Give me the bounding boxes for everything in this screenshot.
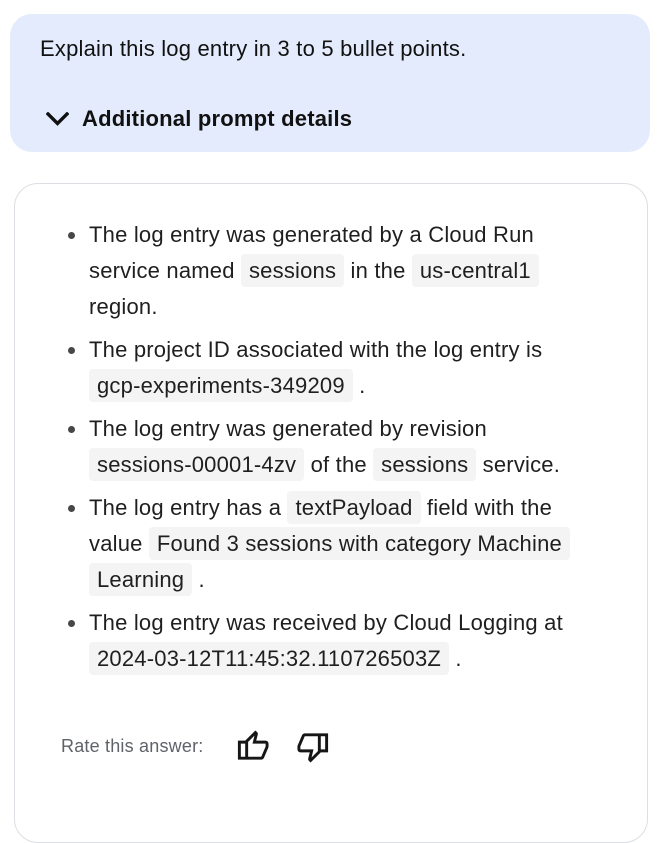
bullet-text: The log entry was generated by a Cloud Run service named <box>89 222 534 283</box>
code-chip: sessions <box>373 448 476 481</box>
answer-bullet <box>61 490 573 598</box>
answer-card <box>14 183 648 843</box>
rate-label: Rate this answer: <box>61 736 204 756</box>
answer-bullet <box>61 217 573 325</box>
thumb-down-button[interactable] <box>296 729 331 764</box>
bullet-text: in the <box>344 258 412 283</box>
prompt-card <box>10 14 650 152</box>
bullet-text: . <box>352 373 366 398</box>
prompt-text: Explain this log entry in 3 to 5 bullet points. <box>40 36 467 61</box>
thumb-down-icon <box>296 729 331 764</box>
rate-answer-row <box>61 729 599 764</box>
bullet-text: The log entry has a <box>89 495 288 520</box>
bullet-text: of the <box>304 452 374 477</box>
code-chip: sessions-00001-4zv <box>89 448 304 481</box>
answer-bullet <box>61 332 573 404</box>
additional-prompt-details-toggle[interactable] <box>40 106 352 132</box>
bullet-text: The project ID associated with the log entry is <box>89 337 543 362</box>
details-toggle-label: Additional prompt details <box>82 106 353 131</box>
answer-bullet <box>61 605 573 677</box>
thumb-up-button[interactable] <box>235 729 270 764</box>
chevron-down-icon <box>46 112 69 126</box>
code-chip: us-central1 <box>412 254 539 287</box>
bullet-text: The log entry was generated by revision <box>89 416 487 441</box>
bullet-text: field with the value <box>89 495 553 556</box>
code-chip: Found 3 sessions with category Machine Learning <box>89 527 570 596</box>
bullet-text: service. <box>476 452 561 477</box>
bullet-text: . <box>192 567 205 592</box>
thumb-up-icon <box>235 729 270 764</box>
code-chip: 2024-03-12T11:45:32.110726503Z <box>89 642 449 675</box>
code-chip: textPayload <box>287 491 420 524</box>
bullet-text: region. <box>89 294 158 319</box>
bullet-text: . <box>449 646 462 671</box>
code-chip: sessions <box>241 254 344 287</box>
answer-bullet-list <box>61 217 599 677</box>
bullet-text: The log entry was received by Cloud Logging at <box>89 610 563 635</box>
answer-bullet <box>61 411 573 483</box>
code-chip: gcp-experiments-349209 <box>89 369 353 402</box>
